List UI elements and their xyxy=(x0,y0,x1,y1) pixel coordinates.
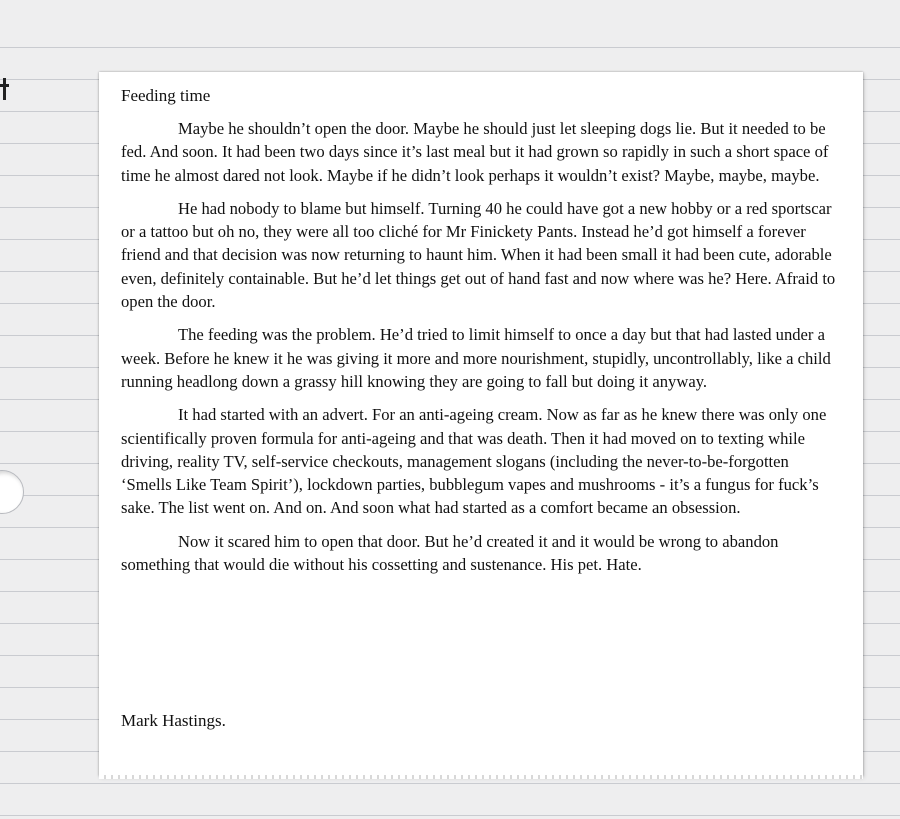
paragraph-5: Now it scared him to open that door. But he’d created it and it would be wrong to abandon something that would die without his cossetting and sustenance. His pet. Hate. xyxy=(121,531,779,575)
paper-sheet xyxy=(99,72,863,776)
punch-hole xyxy=(0,470,24,514)
paragraph-3: The feeding was the problem. He’d tried to limit himself to once a day but that had lasted under a week. Before he knew it he was giving it more and more nourishment, stupidly, uncontrollably, like a child running headlong down a grassy hill knowing they are going to fall but doing it anyway. xyxy=(121,325,831,391)
pen-tick-mark xyxy=(3,78,6,100)
story-title: Feeding time xyxy=(121,86,211,105)
paragraph-4: It had started with an advert. For an anti-ageing cream. Now as far as he knew there was only one scientifically proven formula for anti-ageing and that was death. Then it had moved on to texting while driving, reality TV, self-service checkouts, management slogans (including the never-to-be-forgotten ‘Smells Like Team Spirit’), lockdown parties, bubblegum vapes and mushrooms - it’s a fungus for fuck’s sake. The list went on. And on. And soon what had started as a comfort became an obsession. xyxy=(121,405,827,518)
paragraph-1: Maybe he shouldn’t open the door. Maybe he should just let sleeping dogs lie. But it needed to be fed. And soon. It had been two days since it’s last meal but it had grown so rapidly in such a short space of time he almost dared not look. Maybe if he didn’t look perhaps it wouldn’t exist? Maybe, maybe, maybe. xyxy=(121,119,829,185)
paragraph-2: He had nobody to blame but himself. Turning 40 he could have got a new hobby or a red sportscar or a tattoo but oh no, they were all too cliché for Mr Finickety Pants. Instead he’d got himself a forever friend and that decision was now returning to haunt him. When it had been small it had been cute, adorable even, definitely containable. But he’d let things get out of hand fast and now where was he? Here. Afraid to open the door. xyxy=(121,198,836,312)
author-signature: Mark Hastings. xyxy=(121,711,226,730)
story-body xyxy=(121,117,837,586)
